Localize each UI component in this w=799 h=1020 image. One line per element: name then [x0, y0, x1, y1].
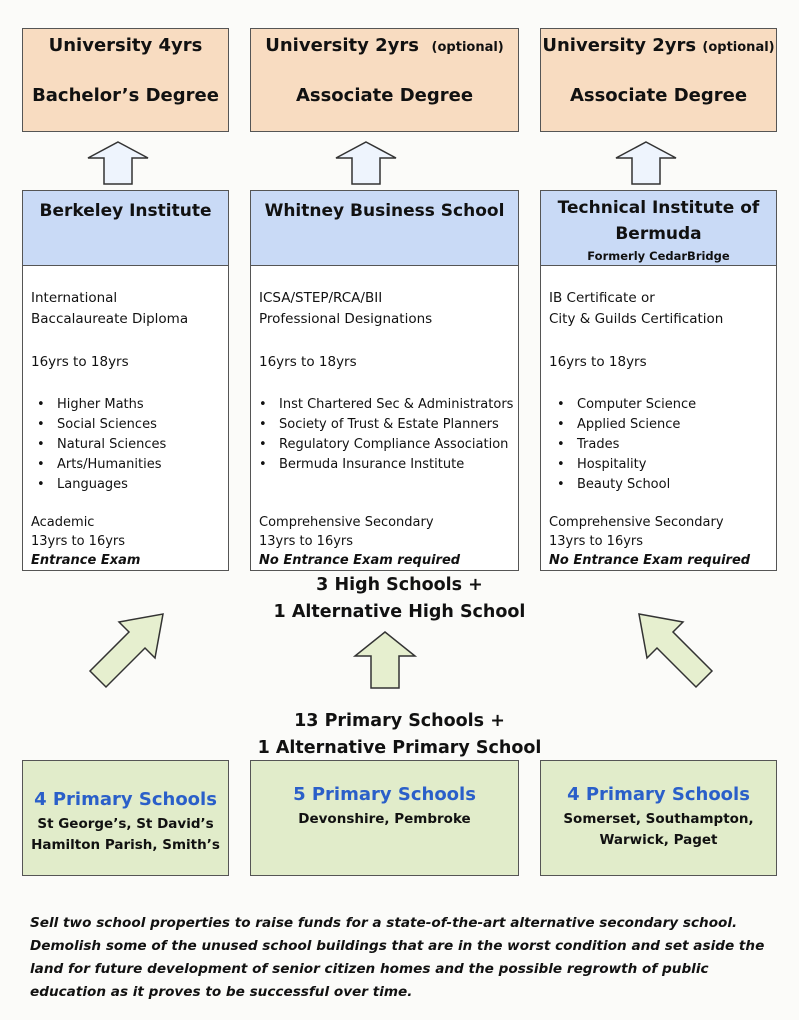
level-age: 13yrs to 16yrs	[31, 534, 126, 549]
list-item: • Inst Chartered Sec & Administrators	[259, 395, 513, 415]
school-body-technical	[540, 265, 777, 571]
list-item: • Natural Sciences	[37, 435, 166, 455]
school-name: Technical Institute of Bermuda	[557, 198, 760, 244]
university-degree: Bachelor’s Degree	[32, 85, 219, 106]
program-line: Baccalaureate Diploma	[31, 311, 189, 327]
list-item: • Arts/Humanities	[37, 455, 166, 475]
university-box-1	[22, 28, 229, 132]
university-title: University 2yrs	[542, 35, 697, 56]
list-item: • Regulatory Compliance Association	[259, 435, 513, 455]
label-line: 3 High Schools +	[316, 575, 483, 595]
location-line: Warwick, Paget	[599, 832, 718, 848]
level-label: Comprehensive Secondary	[259, 515, 434, 530]
program-line: ICSA/STEP/RCA/BII	[259, 290, 383, 306]
program-line: International	[31, 290, 118, 306]
school-body-berkeley	[22, 265, 229, 571]
optional-label: (optional)	[702, 40, 775, 55]
location-line: Somerset, Southampton,	[563, 811, 754, 827]
primary-locations	[23, 814, 228, 856]
list-item: • Applied Science	[557, 415, 696, 435]
primary-schools-label	[0, 708, 799, 762]
school-header-berkeley	[22, 190, 229, 266]
entry-requirement: No Entrance Exam required	[549, 553, 751, 568]
location-line: St George’s, St David’s	[37, 816, 214, 832]
school-subtitle: Formerly CedarBridge	[587, 249, 730, 263]
label-line: 1 Alternative Primary School	[257, 738, 542, 758]
level-label: Academic	[31, 515, 95, 530]
list-item: • Society of Trust & Estate Planners	[259, 415, 513, 435]
program-line: IB Certificate or	[549, 290, 655, 306]
age-range: 16yrs to 18yrs	[259, 354, 357, 370]
university-degree: Associate Degree	[295, 85, 474, 106]
age-range: 16yrs to 18yrs	[549, 354, 647, 370]
primary-heading: 4 Primary Schools	[34, 789, 217, 810]
entry-requirement: Entrance Exam	[31, 553, 141, 568]
location-line: Devonshire, Pembroke	[298, 811, 471, 827]
level-age: 13yrs to 16yrs	[259, 534, 354, 549]
university-title: University 2yrs	[265, 35, 419, 56]
level-age: 13yrs to 16yrs	[549, 534, 644, 549]
course-list	[37, 395, 166, 495]
list-item: • Beauty School	[557, 475, 696, 495]
program-line: City & Guilds Certification	[549, 311, 724, 327]
up-arrow-icon	[352, 630, 418, 690]
up-arrow-icon	[86, 140, 150, 186]
up-arrow-icon	[334, 140, 398, 186]
course-list	[259, 395, 513, 475]
primary-box-1	[22, 760, 229, 876]
program-text	[549, 288, 723, 330]
diagonal-up-left-arrow-icon	[628, 608, 718, 692]
list-item: • Bermuda Insurance Institute	[259, 455, 513, 475]
level-label: Comprehensive Secondary	[549, 515, 724, 530]
list-item: • Higher Maths	[37, 395, 166, 415]
school-header-technical	[540, 190, 777, 266]
program-text	[31, 288, 188, 330]
university-title: University 4yrs	[48, 35, 203, 56]
university-degree: Associate Degree	[569, 85, 748, 106]
school-header-whitney	[250, 190, 519, 266]
primary-heading: 5 Primary Schools	[293, 784, 476, 805]
optional-label: (optional)	[431, 40, 504, 55]
primary-locations	[251, 809, 518, 830]
list-item: • Hospitality	[557, 455, 696, 475]
program-text	[259, 288, 432, 330]
proposal-note: Sell two school properties to raise funds for a state-of-the-art alternative secondary school. Demolish some of the unused school buildings that are in the worst condition and set aside the land for future development of senior citizen homes and the possible regrowth of public education as it proves to be successful over time.	[30, 915, 765, 1000]
list-item: • Languages	[37, 475, 166, 495]
primary-locations	[541, 809, 776, 851]
school-body-whitney	[250, 265, 519, 571]
label-line: 1 Alternative High School	[273, 602, 526, 622]
label-line: 13 Primary Schools +	[294, 711, 505, 731]
list-item: • Social Sciences	[37, 415, 166, 435]
entry-requirement: No Entrance Exam required	[259, 553, 461, 568]
age-range: 16yrs to 18yrs	[31, 354, 129, 370]
program-line: Professional Designations	[259, 311, 433, 327]
list-item: • Computer Science	[557, 395, 696, 415]
primary-heading: 4 Primary Schools	[567, 784, 750, 805]
secondary-info	[259, 513, 460, 570]
primary-box-2	[250, 760, 519, 876]
school-name: Whitney Business School	[264, 201, 505, 221]
list-item: • Trades	[557, 435, 696, 455]
course-list	[557, 395, 696, 495]
university-box-2	[250, 28, 519, 132]
secondary-info	[549, 513, 750, 570]
university-box-3	[540, 28, 777, 132]
primary-box-3	[540, 760, 777, 876]
location-line: Hamilton Parish, Smith’s	[31, 837, 220, 853]
diagonal-up-right-arrow-icon	[84, 608, 174, 692]
up-arrow-icon	[614, 140, 678, 186]
school-name: Berkeley Institute	[39, 201, 212, 221]
secondary-info	[31, 513, 140, 570]
